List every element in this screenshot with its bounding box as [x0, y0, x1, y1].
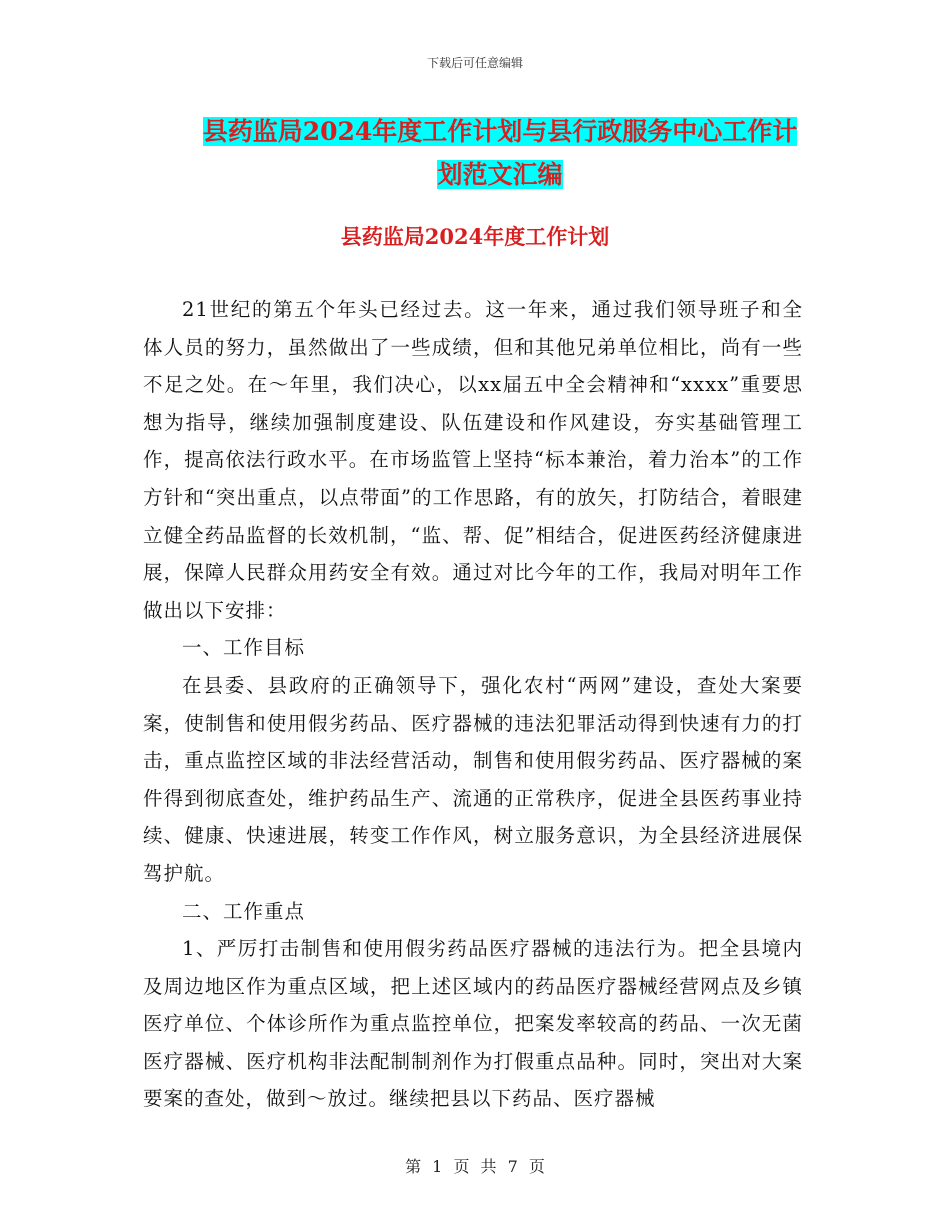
body-text — [143, 291, 803, 1118]
section-title: 县药监局2024年度工作计划 — [340, 224, 610, 249]
paragraph-focus-1: 1、严厉打击制售和使用假劣药品医疗器械的违法行为。把全县境内及周边地区作为重点区域，把上述区域内的药品医疗器械经营网点及乡镇医疗单位、个体诊所作为重点监控单位，把案发率较高的药品、一次无菌医疗器械、医疗机构非法配制制剂作为打假重点品种。同时，突出对大案要案的查处，做到～放过。继续把县以下药品、医疗器械 — [143, 937, 803, 1111]
title-line-1: 县药监局2024年度工作计划与县行政服务中心工作计 — [202, 117, 798, 146]
heading-work-focus: 二、工作重点 — [182, 899, 306, 923]
paragraph-intro: 21世纪的第五个年头已经过去。这一年来，通过我们领导班子和全体人员的努力，虽然做出了一些成绩，但和其他兄弟单位相比，尚有一些不足之处。在～年里，我们决心，以xx届五中全会精神和“xxxx”重要思想为指导，继续加强制度建设、队伍建设和作风建设，夯实基础管理工作，提高依法行政水平。在市场监管上坚持“标本兼治，着力治本”的工作方针和“突出重点，以点带面”的工作思路，有的放矢，打防结合，着眼建立健全药品监督的长效机制，“监、帮、促”相结合，促进医药经济健康进展，保障人民群众用药安全有效。通过对比今年的工作，我局对明年工作做出以下安排： — [143, 298, 803, 622]
paragraph-goals: 在县委、县政府的正确领导下，强化农村“两网”建设，查处大案要案，使制售和使用假劣药品、医疗器械的违法犯罪活动得到快速有力的打击，重点监控区域的非法经营活动，制售和使用假劣药品、医疗器械的案件得到彻底查处，维护药品生产、流通的正常秩序，促进全县医药事业持续、健康、快速进展，转变工作作风，树立服务意识，为全县经济进展保驾护航。 — [143, 673, 803, 885]
document-title — [140, 110, 860, 196]
header-note: 下载后可任意编辑 — [426, 56, 523, 70]
page-footer: 第 1 页 共 7 页 — [405, 1157, 545, 1176]
title-line-2: 划范文汇编 — [437, 160, 563, 189]
heading-work-goals: 一、工作目标 — [182, 636, 306, 660]
